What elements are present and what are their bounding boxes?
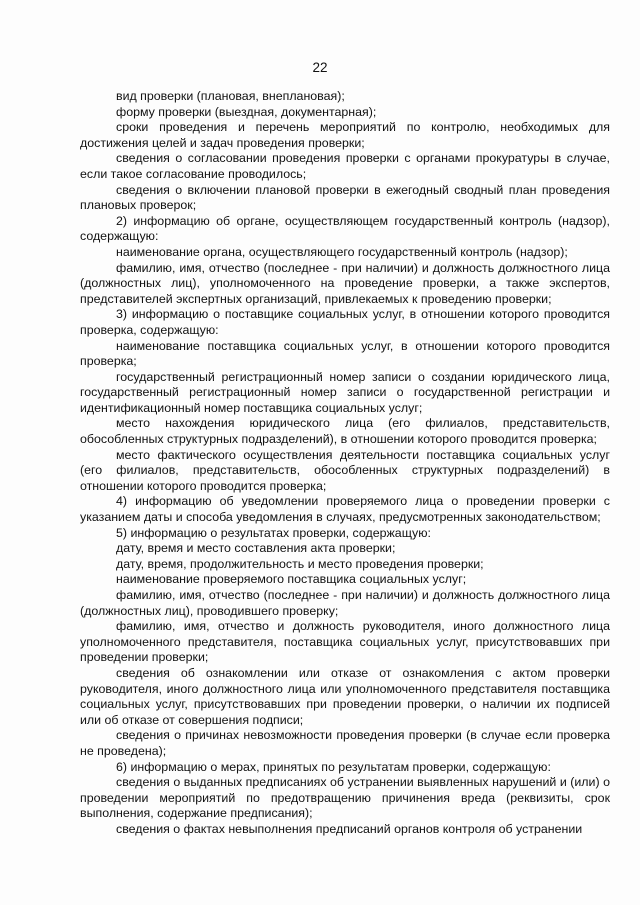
paragraph: место нахождения юридического лица (его филиалов, представительств, обособленных структурных подразделений), в отношении которого проводится проверка; bbox=[80, 416, 610, 447]
paragraph: дату, время, продолжительность и место проведения проверки; bbox=[116, 556, 484, 571]
paragraph: вид проверки (плановая, внеплановая); bbox=[116, 89, 345, 103]
paragraph: государственный регистрационный номер записи о создании юридического лица, государственный регистрационный номер записи о государственной регистрации и идентификационный номер поставщика социальных услуг; bbox=[80, 369, 610, 415]
paragraph: дату, время и место составления акта проверки; bbox=[116, 541, 396, 556]
paragraph: 5) информацию о результатах проверки, содержащую: bbox=[116, 525, 431, 540]
paragraph: 6) информацию о мерах, принятых по результатам проверки, содержащую: bbox=[116, 759, 551, 774]
paragraph: сведения о причинах невозможности проведения проверки (в случае если проверка не проведена); bbox=[80, 728, 610, 758]
paragraph: сведения о включении плановой проверки в ежегодный сводный план проведения плановых проверок; bbox=[80, 182, 610, 213]
paragraph: сроки проведения и перечень мероприятий по контролю, необходимых для достижения целей и задач проведения проверки; bbox=[80, 120, 610, 150]
paragraph: наименование органа, осуществляющего государственный контроль (надзор); bbox=[116, 244, 568, 259]
paragraph: форму проверки (выездная, документарная); bbox=[116, 104, 377, 119]
paragraph: сведения о согласовании проведения проверки с органами прокуратуры в случае, если такое согласование проводилось; bbox=[80, 151, 610, 181]
paragraph: наименование поставщика социальных услуг, в отношении которого проводится проверка; bbox=[80, 338, 610, 369]
page-number: 22 bbox=[312, 60, 328, 75]
paragraph: сведения о выданных предписаниях об устранении выявленных нарушений и (или) о проведении мероприятий по предотвращению причинения вреда (реквизиты, срок выполнения, содержание предписания); bbox=[80, 775, 610, 821]
paragraph: 3) информацию о поставщике социальных услуг, в отношении которого проводится проверка, содержащую: bbox=[80, 307, 610, 337]
paragraph: место фактического осуществления деятельности поставщика социальных услуг (его филиалов, представительств, обособленных структурных подразделений) в отношении которого проводится проверка; bbox=[80, 447, 610, 493]
paragraph: наименование проверяемого поставщика социальных услуг; bbox=[116, 572, 467, 587]
paragraph: фамилию, имя, отчество (последнее - при наличии) и должность должностного лица (должностных лиц), проводившего проверку; bbox=[80, 588, 610, 618]
paragraph: сведения о фактах невыполнения предписаний органов контроля об устранении bbox=[116, 821, 583, 836]
paragraph: 4) информацию об уведомлении проверяемого лица о проведении проверки с указанием даты и способа уведомления в случаях, предусмотренных законодательством; bbox=[80, 494, 610, 525]
paragraph: фамилию, имя, отчество (последнее - при наличии) и должность должностного лица (должностных лиц), уполномоченного на проведение проверки, а также экспертов, представителей экспертных организаций, привлекаемых к проведению проверки; bbox=[80, 260, 610, 306]
paragraph: сведения об ознакомлении или отказе от ознакомления с актом проверки руководителя, иного должностного лица или уполномоченного представителя поставщика социальных услуг, присутствовавших при проведении проверки, о наличии их подписей или об отказе от совершения подписи; bbox=[80, 665, 610, 727]
paragraph: 2) информацию об органе, осуществляющем государственный контроль (надзор), содержащую: bbox=[80, 213, 610, 244]
document-body bbox=[80, 89, 610, 838]
paragraph: фамилию, имя, отчество и должность руководителя, иного должностного лица уполномоченного представителя, поставщика социальных услуг, присутствовавших при проведении проверки; bbox=[80, 619, 610, 665]
